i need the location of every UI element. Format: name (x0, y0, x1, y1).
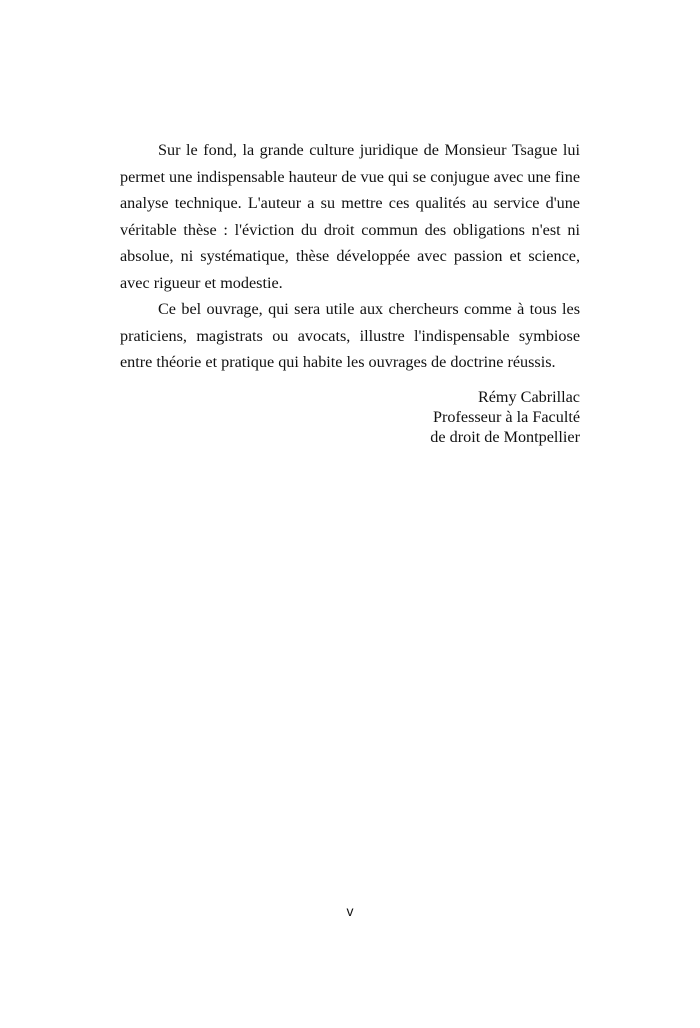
body-text (120, 137, 580, 376)
paragraph-2: Ce bel ouvrage, qui sera utile aux chercheurs comme à tous les praticiens, magistrats ou avocats, illustre l'indispensable symbiose entre théorie et pratique qui habite les ouvrages de doctrine réussis. (120, 300, 580, 371)
page-number: v (346, 903, 354, 919)
signature-block (430, 387, 580, 447)
signature-title-line2: de droit de Montpellier (430, 428, 580, 446)
signature-title-line1: Professeur à la Faculté (433, 408, 580, 426)
signature-name: Rémy Cabrillac (477, 388, 580, 406)
paragraph-1: Sur le fond, la grande culture juridique de Monsieur Tsague lui permet une indispensable hauteur de vue qui se conjugue avec une fine analyse technique. L'auteur a su mettre ces qualités au service d'une véritable thèse : l'éviction du droit commun des obligations n'est ni absolue, ni systématique, thèse développée avec passion et science, avec rigueur et modestie. (120, 141, 580, 292)
